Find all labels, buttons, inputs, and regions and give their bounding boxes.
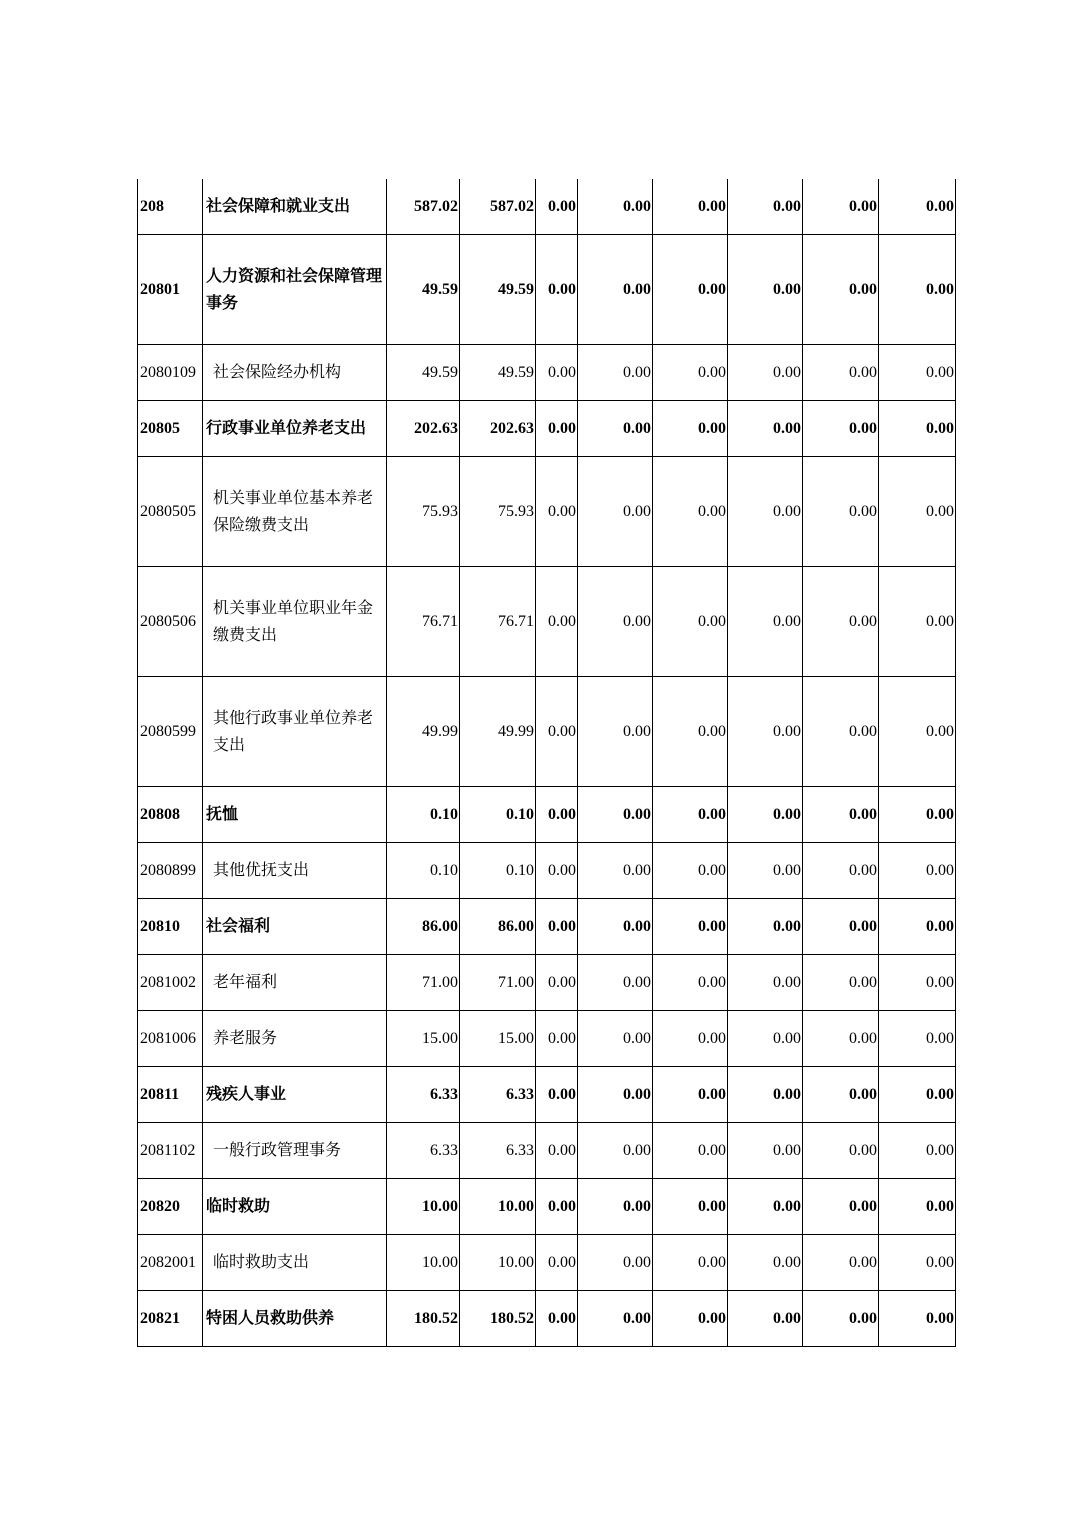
amount-cell: 75.93 bbox=[460, 457, 536, 567]
account-code: 2080109 bbox=[138, 345, 203, 401]
amount-cell: 0.00 bbox=[536, 677, 578, 787]
amount-cell: 0.00 bbox=[536, 1123, 578, 1179]
amount-cell: 0.00 bbox=[578, 1291, 653, 1347]
table-row bbox=[138, 899, 956, 955]
amount-cell: 0.00 bbox=[536, 235, 578, 345]
table-row bbox=[138, 179, 956, 235]
account-code: 2080899 bbox=[138, 843, 203, 899]
table-body bbox=[138, 179, 956, 1347]
table-row bbox=[138, 1179, 956, 1235]
amount-cell: 0.00 bbox=[728, 401, 803, 457]
amount-cell: 0.00 bbox=[578, 955, 653, 1011]
amount-cell: 0.00 bbox=[578, 1179, 653, 1235]
table-row bbox=[138, 677, 956, 787]
amount-cell: 0.00 bbox=[536, 567, 578, 677]
table-row bbox=[138, 235, 956, 345]
amount-cell: 0.00 bbox=[653, 179, 728, 235]
table-row bbox=[138, 457, 956, 567]
account-name: 老年福利 bbox=[203, 955, 387, 1011]
amount-cell: 0.10 bbox=[387, 787, 460, 843]
amount-cell: 0.00 bbox=[578, 1067, 653, 1123]
amount-cell: 0.00 bbox=[879, 235, 956, 345]
amount-cell: 0.00 bbox=[728, 179, 803, 235]
amount-cell: 0.00 bbox=[653, 787, 728, 843]
amount-cell: 0.00 bbox=[578, 1235, 653, 1291]
amount-cell: 0.00 bbox=[578, 1123, 653, 1179]
amount-cell: 0.00 bbox=[803, 1179, 879, 1235]
account-name: 养老服务 bbox=[203, 1011, 387, 1067]
amount-cell: 0.00 bbox=[728, 1291, 803, 1347]
amount-cell: 0.00 bbox=[803, 1011, 879, 1067]
amount-cell: 0.00 bbox=[536, 401, 578, 457]
amount-cell: 0.00 bbox=[803, 179, 879, 235]
amount-cell: 0.00 bbox=[879, 1179, 956, 1235]
amount-cell: 0.00 bbox=[578, 235, 653, 345]
table-row bbox=[138, 787, 956, 843]
amount-cell: 86.00 bbox=[387, 899, 460, 955]
amount-cell: 0.00 bbox=[578, 843, 653, 899]
table-row bbox=[138, 1011, 956, 1067]
amount-cell: 0.00 bbox=[536, 345, 578, 401]
amount-cell: 0.00 bbox=[653, 457, 728, 567]
amount-cell: 0.00 bbox=[728, 457, 803, 567]
amount-cell: 0.00 bbox=[578, 345, 653, 401]
account-code: 20810 bbox=[138, 899, 203, 955]
table-row bbox=[138, 843, 956, 899]
amount-cell: 0.00 bbox=[879, 1123, 956, 1179]
table-row bbox=[138, 1067, 956, 1123]
amount-cell: 0.00 bbox=[879, 567, 956, 677]
amount-cell: 0.10 bbox=[460, 843, 536, 899]
table-row bbox=[138, 1291, 956, 1347]
amount-cell: 0.00 bbox=[728, 787, 803, 843]
amount-cell: 10.00 bbox=[460, 1179, 536, 1235]
table-row bbox=[138, 1123, 956, 1179]
amount-cell: 0.00 bbox=[803, 401, 879, 457]
amount-cell: 0.00 bbox=[803, 1123, 879, 1179]
account-code: 20820 bbox=[138, 1179, 203, 1235]
amount-cell: 0.00 bbox=[803, 1067, 879, 1123]
amount-cell: 180.52 bbox=[387, 1291, 460, 1347]
account-code: 2080506 bbox=[138, 567, 203, 677]
account-code: 2081102 bbox=[138, 1123, 203, 1179]
amount-cell: 0.00 bbox=[536, 1291, 578, 1347]
amount-cell: 6.33 bbox=[460, 1067, 536, 1123]
amount-cell: 6.33 bbox=[460, 1123, 536, 1179]
amount-cell: 49.59 bbox=[387, 235, 460, 345]
account-code: 20801 bbox=[138, 235, 203, 345]
account-name: 特困人员救助供养 bbox=[203, 1291, 387, 1347]
amount-cell: 0.00 bbox=[728, 235, 803, 345]
account-code: 208 bbox=[138, 179, 203, 235]
account-code: 20811 bbox=[138, 1067, 203, 1123]
amount-cell: 0.10 bbox=[387, 843, 460, 899]
amount-cell: 202.63 bbox=[387, 401, 460, 457]
table-row bbox=[138, 1235, 956, 1291]
table-row bbox=[138, 345, 956, 401]
amount-cell: 0.00 bbox=[536, 1235, 578, 1291]
amount-cell: 0.00 bbox=[578, 899, 653, 955]
amount-cell: 0.00 bbox=[728, 1235, 803, 1291]
amount-cell: 0.00 bbox=[536, 899, 578, 955]
expenditure-table bbox=[137, 179, 956, 1347]
amount-cell: 0.00 bbox=[879, 677, 956, 787]
amount-cell: 71.00 bbox=[460, 955, 536, 1011]
amount-cell: 0.00 bbox=[879, 345, 956, 401]
amount-cell: 0.00 bbox=[879, 899, 956, 955]
amount-cell: 0.00 bbox=[728, 1067, 803, 1123]
amount-cell: 0.00 bbox=[536, 955, 578, 1011]
account-name: 机关事业单位基本养老保险缴费支出 bbox=[203, 457, 387, 567]
amount-cell: 0.00 bbox=[728, 955, 803, 1011]
amount-cell: 0.00 bbox=[879, 1291, 956, 1347]
account-name: 人力资源和社会保障管理事务 bbox=[203, 235, 387, 345]
account-code: 2082001 bbox=[138, 1235, 203, 1291]
amount-cell: 0.00 bbox=[728, 1123, 803, 1179]
amount-cell: 0.00 bbox=[578, 787, 653, 843]
amount-cell: 0.00 bbox=[578, 677, 653, 787]
account-code: 20805 bbox=[138, 401, 203, 457]
amount-cell: 0.00 bbox=[653, 1179, 728, 1235]
table-row bbox=[138, 955, 956, 1011]
table-row bbox=[138, 401, 956, 457]
amount-cell: 71.00 bbox=[387, 955, 460, 1011]
account-name: 行政事业单位养老支出 bbox=[203, 401, 387, 457]
amount-cell: 0.00 bbox=[879, 787, 956, 843]
amount-cell: 0.00 bbox=[578, 401, 653, 457]
amount-cell: 0.00 bbox=[879, 1067, 956, 1123]
account-name: 社会保障和就业支出 bbox=[203, 179, 387, 235]
account-code: 2081002 bbox=[138, 955, 203, 1011]
amount-cell: 0.00 bbox=[578, 457, 653, 567]
amount-cell: 49.59 bbox=[460, 345, 536, 401]
amount-cell: 0.00 bbox=[653, 677, 728, 787]
amount-cell: 0.00 bbox=[803, 567, 879, 677]
amount-cell: 0.00 bbox=[653, 1291, 728, 1347]
account-code: 20821 bbox=[138, 1291, 203, 1347]
account-code: 2080599 bbox=[138, 677, 203, 787]
amount-cell: 0.00 bbox=[653, 955, 728, 1011]
amount-cell: 0.00 bbox=[578, 567, 653, 677]
amount-cell: 0.00 bbox=[879, 843, 956, 899]
amount-cell: 0.00 bbox=[803, 955, 879, 1011]
amount-cell: 0.00 bbox=[728, 677, 803, 787]
amount-cell: 6.33 bbox=[387, 1067, 460, 1123]
account-name: 残疾人事业 bbox=[203, 1067, 387, 1123]
amount-cell: 587.02 bbox=[460, 179, 536, 235]
amount-cell: 0.00 bbox=[653, 843, 728, 899]
amount-cell: 0.00 bbox=[803, 457, 879, 567]
amount-cell: 0.10 bbox=[460, 787, 536, 843]
amount-cell: 75.93 bbox=[387, 457, 460, 567]
account-name: 其他优抚支出 bbox=[203, 843, 387, 899]
amount-cell: 49.99 bbox=[387, 677, 460, 787]
amount-cell: 0.00 bbox=[653, 401, 728, 457]
amount-cell: 76.71 bbox=[387, 567, 460, 677]
table-row bbox=[138, 567, 956, 677]
account-name: 临时救助 bbox=[203, 1179, 387, 1235]
amount-cell: 0.00 bbox=[728, 843, 803, 899]
amount-cell: 10.00 bbox=[460, 1235, 536, 1291]
amount-cell: 0.00 bbox=[803, 843, 879, 899]
amount-cell: 0.00 bbox=[536, 457, 578, 567]
account-name: 社会保险经办机构 bbox=[203, 345, 387, 401]
amount-cell: 0.00 bbox=[536, 1067, 578, 1123]
amount-cell: 0.00 bbox=[803, 787, 879, 843]
amount-cell: 0.00 bbox=[653, 345, 728, 401]
amount-cell: 0.00 bbox=[803, 345, 879, 401]
amount-cell: 587.02 bbox=[387, 179, 460, 235]
amount-cell: 0.00 bbox=[653, 235, 728, 345]
amount-cell: 49.99 bbox=[460, 677, 536, 787]
amount-cell: 15.00 bbox=[387, 1011, 460, 1067]
amount-cell: 0.00 bbox=[536, 1179, 578, 1235]
amount-cell: 0.00 bbox=[803, 677, 879, 787]
amount-cell: 0.00 bbox=[653, 1123, 728, 1179]
amount-cell: 0.00 bbox=[578, 1011, 653, 1067]
account-name: 社会福利 bbox=[203, 899, 387, 955]
amount-cell: 0.00 bbox=[879, 457, 956, 567]
amount-cell: 0.00 bbox=[879, 179, 956, 235]
amount-cell: 0.00 bbox=[653, 1067, 728, 1123]
amount-cell: 0.00 bbox=[653, 567, 728, 677]
amount-cell: 0.00 bbox=[803, 1291, 879, 1347]
amount-cell: 0.00 bbox=[653, 1235, 728, 1291]
amount-cell: 0.00 bbox=[536, 843, 578, 899]
amount-cell: 0.00 bbox=[879, 955, 956, 1011]
account-code: 2081006 bbox=[138, 1011, 203, 1067]
amount-cell: 0.00 bbox=[536, 787, 578, 843]
amount-cell: 0.00 bbox=[879, 1011, 956, 1067]
amount-cell: 0.00 bbox=[879, 401, 956, 457]
account-name: 其他行政事业单位养老支出 bbox=[203, 677, 387, 787]
amount-cell: 0.00 bbox=[728, 567, 803, 677]
amount-cell: 49.59 bbox=[387, 345, 460, 401]
amount-cell: 0.00 bbox=[803, 1235, 879, 1291]
amount-cell: 0.00 bbox=[803, 235, 879, 345]
amount-cell: 0.00 bbox=[728, 899, 803, 955]
account-name: 一般行政管理事务 bbox=[203, 1123, 387, 1179]
amount-cell: 180.52 bbox=[460, 1291, 536, 1347]
amount-cell: 6.33 bbox=[387, 1123, 460, 1179]
account-code: 20808 bbox=[138, 787, 203, 843]
amount-cell: 15.00 bbox=[460, 1011, 536, 1067]
amount-cell: 202.63 bbox=[460, 401, 536, 457]
amount-cell: 0.00 bbox=[728, 1011, 803, 1067]
account-name: 机关事业单位职业年金缴费支出 bbox=[203, 567, 387, 677]
amount-cell: 0.00 bbox=[728, 1179, 803, 1235]
amount-cell: 0.00 bbox=[879, 1235, 956, 1291]
account-name: 临时救助支出 bbox=[203, 1235, 387, 1291]
amount-cell: 10.00 bbox=[387, 1235, 460, 1291]
amount-cell: 0.00 bbox=[536, 179, 578, 235]
account-name: 抚恤 bbox=[203, 787, 387, 843]
amount-cell: 10.00 bbox=[387, 1179, 460, 1235]
amount-cell: 86.00 bbox=[460, 899, 536, 955]
amount-cell: 0.00 bbox=[653, 899, 728, 955]
amount-cell: 0.00 bbox=[578, 179, 653, 235]
amount-cell: 0.00 bbox=[803, 899, 879, 955]
amount-cell: 76.71 bbox=[460, 567, 536, 677]
amount-cell: 0.00 bbox=[536, 1011, 578, 1067]
amount-cell: 49.59 bbox=[460, 235, 536, 345]
amount-cell: 0.00 bbox=[728, 345, 803, 401]
amount-cell: 0.00 bbox=[653, 1011, 728, 1067]
account-code: 2080505 bbox=[138, 457, 203, 567]
